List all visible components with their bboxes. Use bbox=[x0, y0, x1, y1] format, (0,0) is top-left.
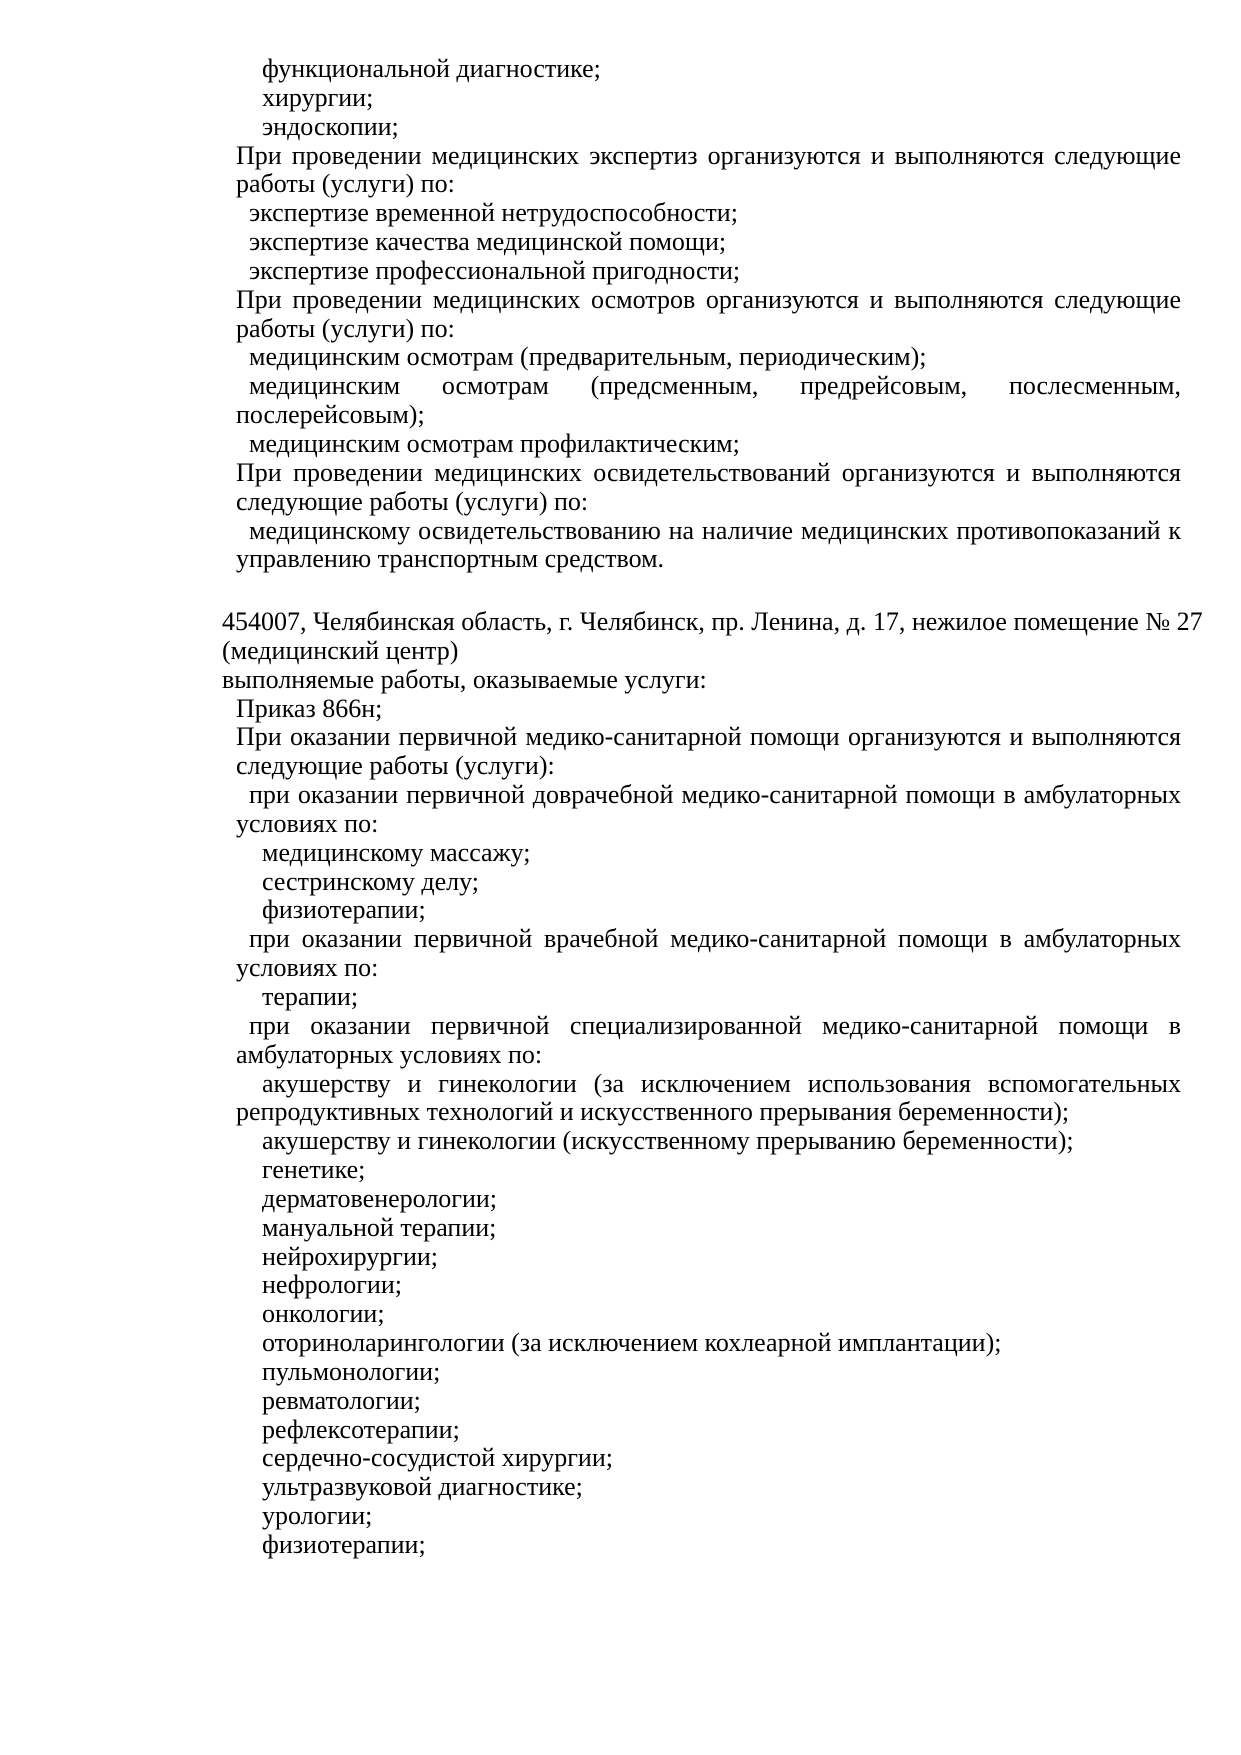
text-line: эндоскопии; bbox=[262, 111, 399, 141]
text-line: следующие работы (услуги) по: bbox=[236, 486, 589, 516]
text-line: физиотерапии; bbox=[262, 1530, 426, 1559]
text-line: урологии; bbox=[262, 1501, 373, 1531]
list-item bbox=[236, 113, 1181, 142]
text-line: медицинскому освидетельствованию на наличие медицинских противопоказаний к bbox=[249, 515, 1181, 545]
text-line: При проведении медицинских освидетельствований организуются и выполняются bbox=[236, 457, 1181, 487]
section-paragraph bbox=[236, 142, 1181, 200]
subsection-item bbox=[236, 925, 1181, 983]
list-item bbox=[236, 896, 1181, 925]
list-item bbox=[236, 1387, 1181, 1416]
list-item bbox=[236, 1070, 1181, 1128]
text-line: при оказании первичной врачебной медико-санитарной помощи в амбулаторных bbox=[249, 924, 1181, 954]
subsection-item bbox=[236, 372, 1181, 430]
text-line: физиотерапии; bbox=[262, 895, 426, 925]
text-line: медицинским осмотрам профилактическим; bbox=[249, 428, 740, 458]
text-line: репродуктивных технологий и искусственного прерывания беременности); bbox=[236, 1097, 1070, 1127]
list-item bbox=[236, 1444, 1181, 1473]
text-line: нефрологии; bbox=[262, 1270, 402, 1300]
list-item bbox=[236, 839, 1181, 868]
text-line: медицинским осмотрам (предсменным, предрейсовым, послесменным, bbox=[249, 371, 1181, 401]
list-item bbox=[236, 1473, 1181, 1502]
text-line: медицинскому массажу; bbox=[262, 837, 531, 867]
text-line: функциональной диагностике; bbox=[262, 54, 601, 83]
list-item bbox=[236, 1358, 1181, 1387]
subsection-item bbox=[236, 781, 1181, 839]
list-item bbox=[236, 868, 1181, 897]
list-item bbox=[236, 1300, 1181, 1329]
subsection-item bbox=[236, 343, 1181, 372]
text-line: условиях по: bbox=[236, 808, 379, 838]
text-line: экспертизе качества медицинской помощи; bbox=[249, 227, 727, 257]
text-line: экспертизе профессиональной пригодности; bbox=[249, 255, 741, 285]
section-paragraph bbox=[236, 723, 1181, 781]
text-line: медицинским осмотрам (предварительным, периодическим); bbox=[249, 342, 927, 372]
text-line: работы (услуги) по: bbox=[236, 313, 455, 343]
text-line: управлению транспортным средством. bbox=[236, 544, 665, 574]
list-item bbox=[236, 1271, 1181, 1300]
text-line: хирургии; bbox=[262, 82, 374, 112]
text-line: рефлексотерапии; bbox=[262, 1414, 460, 1444]
section-paragraph bbox=[236, 286, 1181, 344]
section-paragraph bbox=[236, 459, 1181, 517]
text-line: мануальной терапии; bbox=[262, 1212, 497, 1242]
text-line: послерейсовым); bbox=[236, 400, 425, 430]
text-line: ревматологии; bbox=[262, 1385, 421, 1415]
text-line: Приказ 866н; bbox=[236, 693, 383, 723]
list-item bbox=[236, 1416, 1181, 1445]
text-line: экспертизе временной нетрудоспособности; bbox=[249, 198, 738, 228]
subsection-item bbox=[236, 517, 1181, 575]
text-line: при оказании первичной специализированной медико-санитарной помощи в bbox=[249, 1010, 1181, 1040]
subsection-item bbox=[236, 1012, 1181, 1070]
text-line: (медицинский центр) bbox=[222, 635, 459, 665]
list-item bbox=[236, 1329, 1181, 1358]
text-line: терапии; bbox=[262, 981, 359, 1011]
section-paragraph bbox=[236, 695, 1181, 724]
text-line: ультразвуковой диагностике; bbox=[262, 1472, 583, 1502]
text-line: При проведении медицинских экспертиз организуются и выполняются следующие bbox=[236, 140, 1181, 170]
text-line: онкологии; bbox=[262, 1299, 385, 1329]
services-list-continued bbox=[236, 55, 1181, 574]
list-item bbox=[236, 1185, 1181, 1214]
subsection-item bbox=[236, 430, 1181, 459]
list-item bbox=[236, 1156, 1181, 1185]
text-line: пульмонологии; bbox=[262, 1356, 441, 1386]
list-item bbox=[236, 1502, 1181, 1531]
list-item bbox=[236, 84, 1181, 113]
list-item bbox=[236, 1127, 1181, 1156]
subsection-item bbox=[236, 199, 1181, 228]
text-line: сестринскому делу; bbox=[262, 866, 480, 896]
text-line: оториноларингологии (за исключением кохлеарной имплантации); bbox=[262, 1328, 1002, 1358]
text-line: работы (услуги) по: bbox=[236, 169, 455, 199]
text-line: 454007, Челябинская область, г. Челябинск, пр. Ленина, д. 17, нежилое помещение № 27 bbox=[222, 607, 1203, 636]
text-line: условиях по: bbox=[236, 953, 379, 983]
text-line: акушерству и гинекологии (искусственному прерыванию беременности); bbox=[262, 1126, 1074, 1156]
text-line: акушерству и гинекологии (за исключением использования вспомогательных bbox=[262, 1068, 1181, 1098]
section-heading-paragraph bbox=[222, 664, 1181, 695]
list-item bbox=[236, 1531, 1181, 1560]
text-line: При оказании первичной медико-санитарной помощи организуются и выполняются bbox=[236, 722, 1181, 752]
text-line: нейрохирургии; bbox=[262, 1241, 439, 1271]
text-line: дерматовенерологии; bbox=[262, 1183, 498, 1213]
list-item bbox=[236, 983, 1181, 1012]
address-services-block bbox=[222, 607, 1203, 1560]
list-item bbox=[236, 1214, 1181, 1243]
text-line: при оказании первичной доврачебной медико-санитарной помощи в амбулаторных bbox=[249, 780, 1181, 810]
text-line: генетике; bbox=[262, 1155, 366, 1185]
text-line: При проведении медицинских осмотров организуются и выполняются следующие bbox=[236, 284, 1181, 314]
list-item bbox=[236, 1243, 1181, 1272]
text-line: сердечно-сосудистой хирургии; bbox=[262, 1443, 613, 1473]
subsection-item bbox=[236, 228, 1181, 257]
subsection-item bbox=[236, 257, 1181, 286]
section-heading-paragraph bbox=[222, 607, 1203, 666]
text-line: амбулаторных условиях по: bbox=[236, 1039, 543, 1069]
list-item bbox=[236, 55, 1181, 84]
text-line: следующие работы (услуги): bbox=[236, 751, 555, 781]
text-line: выполняемые работы, оказываемые услуги: bbox=[222, 664, 707, 694]
